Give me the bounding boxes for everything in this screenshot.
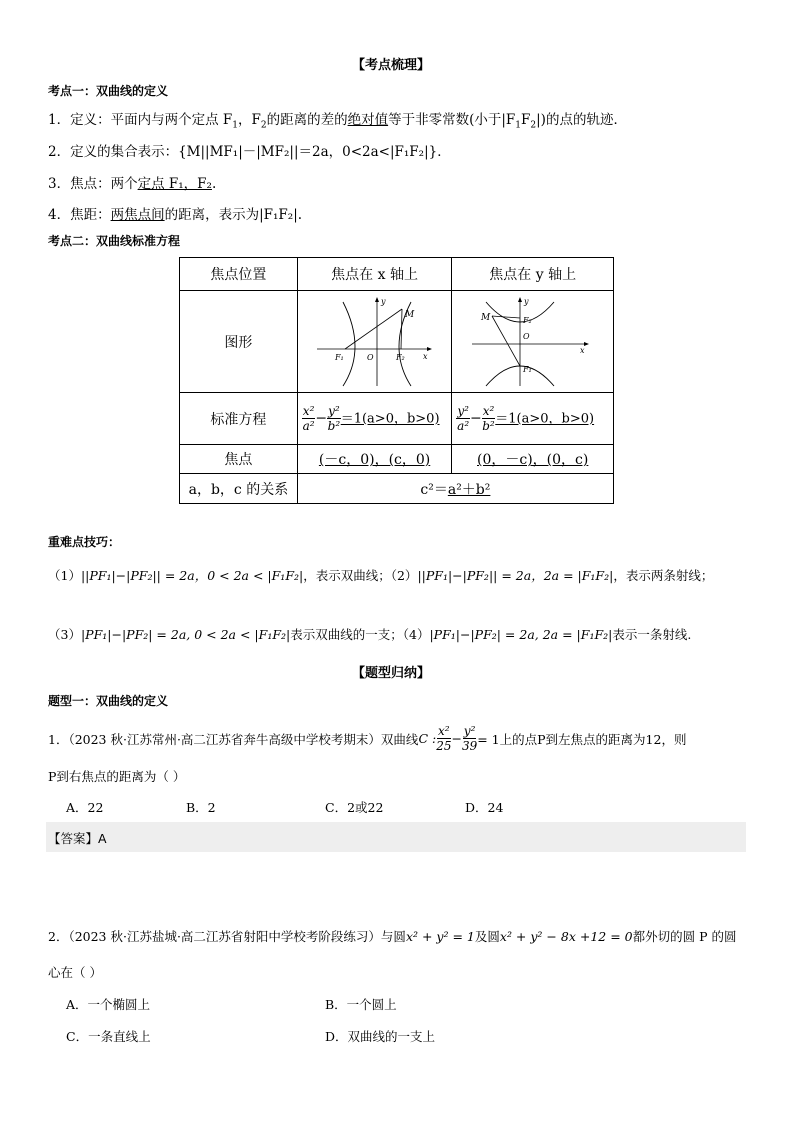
label-x: x [579,345,585,355]
kp1-heading: 考点一：双曲线的定义 [48,84,169,98]
kp1-line2: 2．定义的集合表示：{M||MF₁|－|MF₂||＝2a，0<2a<|F₁F₂|}． [48,144,451,160]
section-title-kaodian: 【考点梳理】 [352,58,431,73]
kp1-line4: 4．焦距：两焦点间的距离，表示为|F₁F₂|. [48,207,303,223]
option-d: D．24 [465,800,504,815]
th-focus-x: 焦点在 x 轴上 [297,258,452,291]
th-focus-position: 焦点位置 [180,258,298,291]
hyperbola-x-figure [315,294,435,390]
relation-abc: c²＝a²＋b² [297,474,613,504]
standard-equation-table [179,257,614,504]
label-y: y [523,296,529,306]
row-label-relation: a，b，c 的关系 [180,474,298,504]
tips-line1: （1）||PF₁|−|PF₂|| = 2a，0 < 2a < |F₁F₂|，表示双曲线；（2）||PF₁|−|PF₂|| = 2a，2a = |F₁F₂|，表示两条射线； [48,568,714,583]
q2-option-b: B．一个圆上 [325,997,397,1012]
question-1-line2: P到右焦点的距离为（ ） [48,769,186,784]
answer-box [46,822,746,852]
option-b: B．2 [186,800,216,815]
th-focus-y: 焦点在 y 轴上 [452,258,614,291]
row-label-graph: 图形 [180,291,298,393]
label-F2: F₂ [395,352,405,362]
question-2: 2．（2023 秋·江苏盐城·高二江苏省射阳中学校考阶段练习）与圆x² + y² = 1及圆x² + y² − 8x +12 = 0都外切的圆 P 的圆 [48,929,737,944]
label-F1: F₁ [334,352,344,362]
label-F1: F₁ [522,364,532,374]
focus-x-coords: (－c，0)，(c，0) [297,445,452,474]
label-M: M [480,312,490,323]
label-y: y [380,296,386,306]
focus-y-coords: (0，－c)，(0，c) [452,445,614,474]
type1-heading: 题型一：双曲线的定义 [48,694,169,708]
question-2-line2: 心在（ ） [48,965,102,980]
equation-x: $\frac{\text{x²}}{\text{a²}}$ − $\frac{\text{y²}}{\text{b²}}$ ＝1(a>0，b>0) [297,393,452,445]
kp1-line3: 3．焦点：两个定点 F₁，F₂. [48,176,217,192]
row-label-focus: 焦点 [180,445,298,474]
graph-y-axis-hyperbola [452,291,614,393]
graph-x-axis-hyperbola [297,291,452,393]
section-title-tixing: 【题型归纳】 [352,666,431,681]
option-c: C．2或22 [325,800,384,815]
kp2-heading: 考点二：双曲线标准方程 [48,234,181,248]
q2-option-c: C．一条直线上 [66,1029,151,1044]
question-1: 1．（2023 秋·江苏常州·高二江苏省奔牛高级中学校考期末）双曲线 C : $\frac{\text{x²}}{25}$ − $\frac{\text{y²}}{39}$ = 1上的点P到左焦点的距离为12，则 [48,724,687,753]
label-x: x [422,351,428,361]
kp1-line1: 1．定义：平面内与两个定点 $F_1$，$F_2$的距离的差的绝对值等于非零常数(小于$|F_1F_2|$)的点的轨迹． [48,112,627,131]
q2-option-a: A．一个椭圆上 [66,997,151,1012]
row-label-equation: 标准方程 [180,393,298,445]
option-a: A．22 [66,800,104,815]
tips-heading: 重难点技巧： [48,535,121,549]
label-O: O [522,331,530,341]
hyperbola-y-figure [468,294,598,390]
tips-line2: （3）|PF₁|−|PF₂| = 2a, 0 < 2a < |F₁F₂|表示双曲线的一支；（4）|PF₁|−|PF₂| = 2a, 2a = |F₁F₂|表示一条射线. [48,627,692,642]
label-M: M [404,309,414,320]
label-O: O [366,352,374,362]
label-F2: F₂ [522,315,532,325]
equation-y: $\frac{\text{y²}}{\text{a²}}$ − $\frac{\text{x²}}{\text{b²}}$ ＝1(a>0，b>0) [452,393,614,445]
q2-option-d: D．双曲线的一支上 [325,1029,436,1044]
answer-text: 【答案】A [48,831,107,846]
